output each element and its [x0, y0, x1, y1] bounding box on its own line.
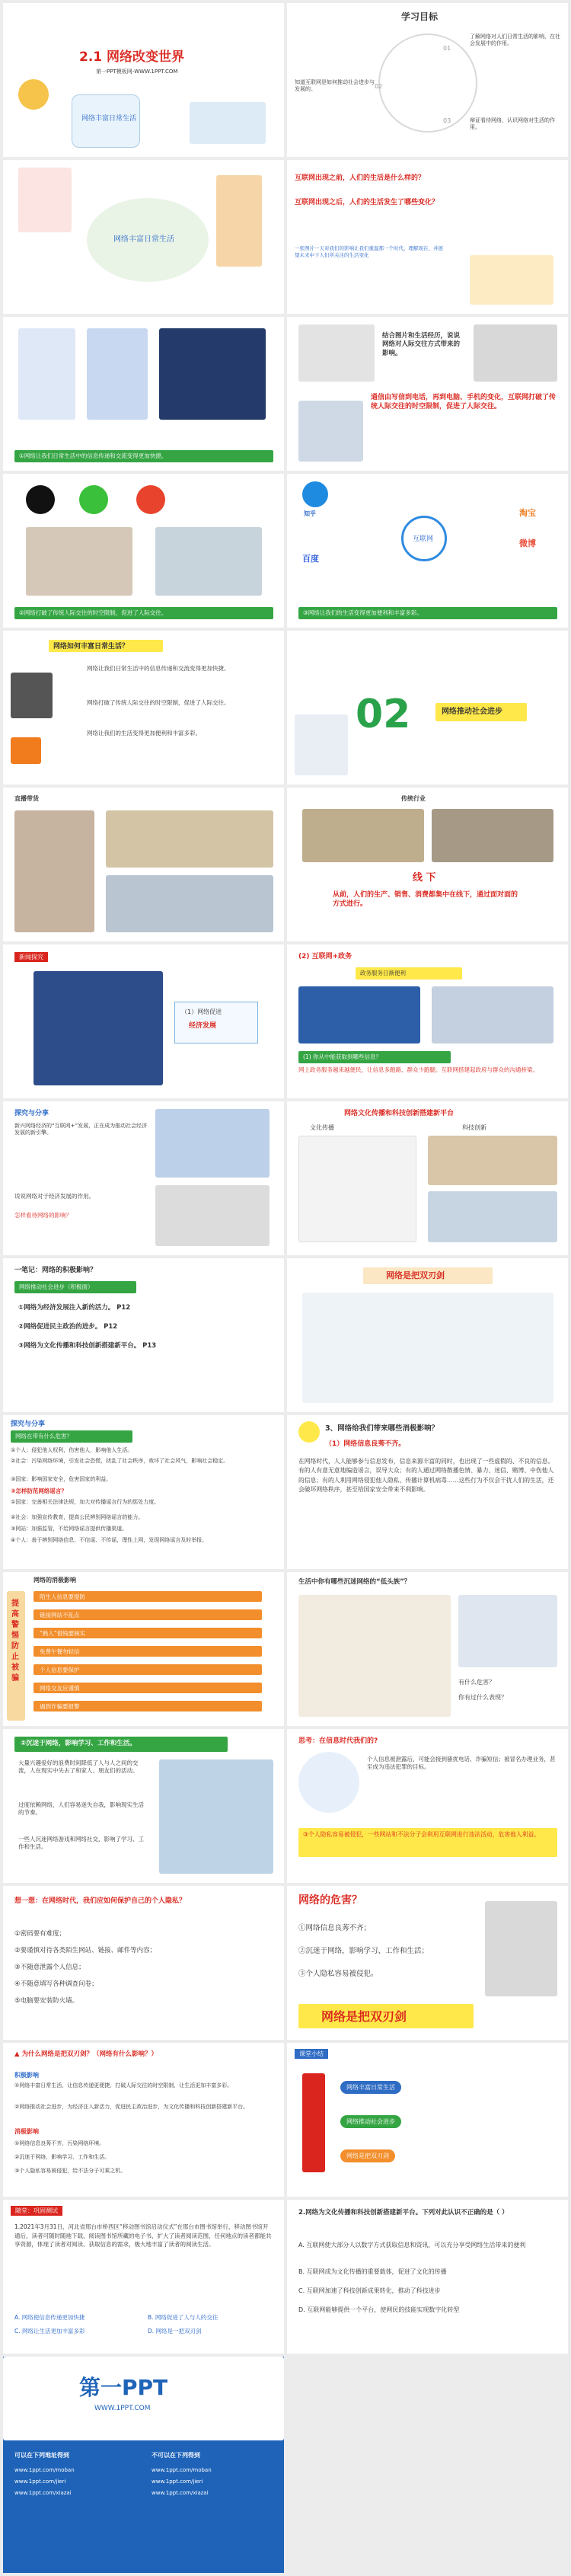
- notes-tag: 网络推动社会进步（积极面）: [14, 1281, 136, 1293]
- weibo-label: 微博: [519, 539, 536, 548]
- why-question: ▲ 为什么网络是把双刃剑？（网络有什么影响？）: [14, 2050, 158, 2058]
- market-photo: [432, 809, 553, 862]
- rumor-item: ③网站：加强监管，不给网络谣言提供传播渠道。: [11, 1526, 128, 1532]
- slide-29-quiz: [287, 2200, 568, 2354]
- letter-photo: [298, 324, 375, 382]
- cloud-bubble: [87, 198, 209, 282]
- slide-5-communication: [287, 317, 568, 471]
- ad-header: [3, 2357, 284, 2440]
- slide-28-quiz: [3, 2200, 284, 2354]
- egov-answer: 网上政务服务越来越便民，让信息多跑路、群众少跑腿。互联网搭建起政府与群众的沟通桥梁。: [298, 1066, 538, 1073]
- negatives-body: 在网络时代，人人能够参与信息发布，信息来源丰富的同时，也出现了一些虚假的、不良的信息。有的人有意无意地编造谣言，误导大众；有的人通过网络散播色情、暴力、迷信、赌博、中伤他人的信息；有的人利用网络侵犯他人隐私、传播计算机病毒……这些行为不仅会干扰人们的生活，还会破坏网络秩序，甚至给国家安全带来不利影响。: [298, 1458, 554, 1494]
- ad-logo: 第一PPT: [79, 2375, 168, 2400]
- slide-10-livestream: [3, 788, 284, 941]
- quiz-option-a[interactable]: A. 互联网使大部分人以数字方式获取信息和资讯，可以充分享受网络生活带来的便利: [298, 2242, 526, 2248]
- egov-heading: (2) 互联网+政务: [298, 953, 352, 960]
- negative-point: ②沉迷于网络，影响学习、工作和生活。: [14, 2154, 110, 2160]
- taobao-label: 淘宝: [519, 508, 536, 518]
- protect-item: ③不随意泄露个人信息；: [14, 1964, 85, 1971]
- summary-point-2: 网络打破了传统人际交往的时空限制，促进了人际交往。: [87, 699, 230, 706]
- explore-body: 新兴网络经济的“互联网+”发展，正在成为推动社会经济发展的新引擎。: [14, 1123, 148, 1136]
- cartoon-illustration: [302, 1293, 553, 1403]
- slide-7-hub: [287, 474, 568, 628]
- harms-title: 网络的危害？: [298, 1894, 362, 1906]
- goal-number-2: 02: [375, 83, 383, 90]
- wechat-icon: [79, 485, 108, 514]
- tech-photo: [428, 1191, 557, 1242]
- goal-number-3: 03: [443, 117, 451, 124]
- egov-app-image: [298, 986, 420, 1044]
- platform-title: 网络文化传播和科技创新搭建新平台: [344, 1110, 455, 1117]
- cartoon-illustration: [298, 1595, 451, 1717]
- phone-screenshot: [18, 328, 75, 420]
- news-image: [33, 971, 163, 1085]
- answer-text: 通信由写信到电话，再到电脑、手机的变化，互联网打破了传统人际交往的时空限制，促进了人际交往。: [371, 394, 557, 411]
- section-title: 网络推动社会进步: [442, 708, 502, 716]
- summary-point-1: 网络让我们日常生活中的信息传递和交流变得更加快捷。: [87, 665, 230, 672]
- slide-subtitle: 第一PPT模板网-WWW.1PPT.COM: [96, 69, 178, 75]
- culture-label: 文化传播: [310, 1124, 334, 1131]
- privacy-question: 思考：在信息时代我们的?: [298, 1737, 378, 1745]
- qq-icon: [26, 485, 55, 514]
- livestream-photo: [106, 875, 273, 932]
- summary-title: 网络如何丰富日常生活？: [49, 640, 163, 652]
- quiz-option-c[interactable]: C. 网络让生活更加丰富多彩: [14, 2328, 85, 2335]
- ad-column-2-title: 不可以在下列得到: [152, 2452, 200, 2459]
- summary-tag: 课堂小结: [295, 2049, 328, 2059]
- zhihu-label: 知乎: [304, 510, 316, 517]
- ad-column-1-title: 可以在下列地址得到: [14, 2452, 69, 2459]
- slide-4-apps: [3, 317, 284, 471]
- explore-title: 探究与分享: [14, 1110, 49, 1117]
- caption-bar: ③网络让我们的生活变得更加便利和丰富多彩。: [298, 607, 557, 619]
- computer-illustration: [11, 673, 53, 718]
- fraud-tip: 遇到诈骗要报警: [33, 1701, 262, 1711]
- bubble-question-1: 有什么危害？: [458, 1679, 495, 1686]
- slide-12-news: [3, 944, 284, 1098]
- slide-16-notes: [3, 1258, 284, 1412]
- harm-item: ①个人：侵犯他人权利，伤害他人，影响他人生活。: [11, 1447, 133, 1453]
- slide-11-traditional: [287, 788, 568, 941]
- children-illustration: [470, 255, 553, 305]
- weibo-icon: [136, 485, 165, 514]
- computer-photo: [298, 401, 363, 462]
- ad-link[interactable]: www.1ppt.com/moban: [152, 2467, 212, 2473]
- fraud-title: 网络的消极影响: [33, 1577, 76, 1584]
- quiz-option-d[interactable]: D. 互联网能够提供一个平台，使网民的技能实现数字化转型: [298, 2306, 460, 2313]
- livestream-label: 直播带货: [14, 795, 39, 802]
- conclusion-line-2: 经济发展: [189, 1022, 217, 1030]
- slide-title: 2.1 网络改变世界: [79, 50, 185, 65]
- livestream-photo: [14, 810, 94, 932]
- fraud-tip: 链接网站不乱点: [33, 1609, 262, 1620]
- protect-item: ④不随意填写各种调查问卷；: [14, 1980, 98, 1988]
- slide-17-double-edged: [287, 1258, 568, 1412]
- negative-label: 消极影响: [14, 2128, 39, 2135]
- slide-19-negatives: [287, 1415, 568, 1569]
- offline-heading: 线 下: [413, 872, 436, 884]
- friends-photo: [26, 527, 132, 596]
- harm-heading: 探究与分享: [11, 1421, 46, 1428]
- protect-item: ②要谨慎对待各类陌生网站、链接、邮件等内容；: [14, 1947, 157, 1954]
- explore-image: [155, 1109, 270, 1178]
- bookshelf-illustration: [18, 168, 72, 232]
- summary-point-3: 网络让我们的生活变得更加便利和丰富多彩。: [87, 730, 201, 737]
- note-text: 一张图片一天对我们的影响让我们重温那一个时代，理解现在，并展望未来中下人们所关注的生活变化: [295, 245, 443, 258]
- privacy-tip: ③个人隐私容易被侵犯，一些网站和不法分子会利用互联网进行违法活动，危害他人利益。: [298, 1828, 557, 1857]
- protect-question: 想一想：在网络时代，我们应如何保护自己的个人隐私？: [14, 1897, 187, 1905]
- slide-20-prevent-fraud: [3, 1572, 284, 1726]
- bike-photo: [428, 1136, 557, 1185]
- pencil-illustration: [216, 175, 262, 267]
- fraud-tip: 陌生人信息要提防: [33, 1591, 262, 1602]
- title-bar: [363, 1267, 493, 1284]
- explore-image: [155, 1185, 270, 1246]
- quiz-option-d[interactable]: D. 网络是一把双刃剑: [148, 2328, 202, 2335]
- slide-27-summary: [287, 2043, 568, 2197]
- slide-23-privacy: [287, 1729, 568, 1883]
- slide-25-harms-summary: [287, 1886, 568, 2040]
- decor-illustration: [295, 714, 348, 775]
- hub-label: 互联网: [413, 535, 434, 543]
- news-tag: 新闻探究: [14, 952, 48, 962]
- slide-24-protect-privacy: [3, 1886, 284, 2040]
- rumor-item: ④个人：善于辨别网络信息，不信谣、不传谣，理性上网，发现网络谣言及时举报。: [11, 1537, 208, 1543]
- quiz-option-a[interactable]: A. 网络使信息传递更加快捷: [14, 2314, 85, 2321]
- goals-title: 学习目标: [401, 11, 439, 22]
- rumor-item: ②社会：加强宣传教育，提高公民辨别网络谣言的能力。: [11, 1514, 144, 1520]
- goals-ring: [378, 34, 477, 133]
- harm-item: ②社会：污染网络环境，引发社会恐慌，扰乱了社会秩序，败坏了社会风气，影响社会稳定。: [11, 1458, 229, 1464]
- slide-14-explore: [3, 1101, 284, 1255]
- harm-summary-item: ②沉迷于网络，影响学习、工作和生活；: [298, 1947, 429, 1955]
- addiction-point: 过度依赖网络，人们容易迷失自我，影响现实生活的节奏。: [18, 1801, 144, 1817]
- cartoon-illustration: [458, 1595, 557, 1667]
- caption-bar: ②网络打破了传统人际交往的时空限制，促进了人际交往。: [14, 607, 273, 619]
- slide-22-addiction: [3, 1729, 284, 1883]
- mindmap-node: 网络丰富日常生活: [340, 2081, 401, 2094]
- addiction-heading-bar: [14, 1737, 228, 1752]
- slide-21-phone-addicts: [287, 1572, 568, 1726]
- lightbulb-icon: [298, 1421, 320, 1443]
- question-after: 互联网出现之后，人们的生活发生了哪些变化？: [295, 199, 439, 206]
- goal-number-1: 01: [443, 45, 451, 52]
- quiz-option-b[interactable]: B. 网络促进了人与人的交往: [148, 2314, 219, 2321]
- notes-item-1: ①网络为经济发展注入新的活力。 P12: [18, 1304, 131, 1312]
- fraud-tip: 网络交友应谨慎: [33, 1683, 262, 1693]
- slide-2-goals: [287, 3, 568, 157]
- banner-text: 网络是把双刃剑: [321, 2009, 407, 2024]
- mindmap-root: [302, 2073, 325, 2172]
- harm-summary-item: ①网络信息良莠不齐；: [298, 1924, 372, 1932]
- rumor-question: ③怎样防范网络谣言？: [11, 1488, 67, 1494]
- ad-link[interactable]: www.1ppt.com/xiazai: [152, 2490, 209, 2496]
- positive-label: 积极影响: [14, 2072, 39, 2079]
- tech-label: 科技创新: [462, 1124, 486, 1131]
- notes-item-2: ②网络促进民主政治的进步。 P12: [18, 1323, 118, 1331]
- quiz-option-c[interactable]: C. 互联网加速了科技创新成果转化，推动了科技进步: [298, 2287, 441, 2294]
- slide-13-egov: [287, 944, 568, 1098]
- app-collage: [159, 328, 266, 420]
- section-title-bar: [435, 703, 527, 721]
- slide-9-section: [287, 631, 568, 785]
- protect-item: ⑤电脑要安装防火墙。: [14, 1997, 79, 2005]
- caption-bar: ①网络让我们日常生活中的信息传递和交流变得更加快捷。: [14, 450, 273, 462]
- question-before: 互联网出现之前，人们的生活是什么样的？: [295, 174, 426, 182]
- vertical-text: 提高警惕防止被骗: [11, 1600, 19, 1683]
- mindmap-node: 网络推动社会进步: [340, 2115, 401, 2128]
- negative-point: ①网络信息良莠不齐，污染网络环境。: [14, 2140, 105, 2146]
- goal-text-2: 知道互联网是如何推动社会进步与发展的。: [295, 79, 375, 93]
- goal-text-3: 辩证看待网络，认识网络对生活的作用。: [470, 117, 555, 131]
- ad-link[interactable]: www.1ppt.com/jieri: [14, 2479, 66, 2485]
- explore-question-2: 怎样看待网络的影响？: [14, 1212, 72, 1219]
- livestream-photo: [106, 810, 273, 868]
- fraud-tip: 个人信息要保护: [33, 1664, 262, 1675]
- negatives-subheading: （1）网络信息良莠不齐。: [325, 1440, 406, 1448]
- privacy-illustration: [298, 1752, 359, 1813]
- conclusion-line-1: （1）网络促进: [181, 1008, 222, 1015]
- taobao-icon: [11, 737, 41, 764]
- harm-question: 网络在带有什么危害？: [11, 1430, 132, 1443]
- prompt-text: 结合图片和生活经历，说说网络对人际交往方式带来的影响。: [382, 332, 461, 357]
- baidu-label: 百度: [302, 554, 319, 564]
- ad-link[interactable]: www.1ppt.com/moban: [14, 2467, 75, 2473]
- stressed-person-illustration: [485, 1901, 557, 1996]
- addiction-point: 一些人沉迷网络游戏和网络社交，影响了学习、工作和生活。: [18, 1836, 144, 1851]
- vertical-banner: [7, 1591, 25, 1721]
- slide-18-harm: [3, 1415, 284, 1569]
- fraud-tip: 免费午餐勿轻信: [33, 1646, 262, 1657]
- ad-url[interactable]: WWW.1PPT.COM: [94, 2405, 151, 2412]
- slide-26-why-double-edged: [3, 2043, 284, 2197]
- egov-subtitle: 政务服务日渐便利: [356, 967, 462, 980]
- speech-bubble: [72, 94, 140, 148]
- fraud-tip: “熟人”借钱要核实: [33, 1628, 262, 1638]
- zhihu-icon: [302, 481, 328, 507]
- quiz-option-b[interactable]: B. 互联网成为文化传播的重要载体，促进了文化的传播: [298, 2268, 447, 2275]
- egov-question: (1) 你从中能获取到哪些信息？: [298, 1051, 451, 1063]
- slide-1-title: [3, 3, 284, 157]
- harm-item: ③国家：影响国家安全，危害国家的利益。: [11, 1476, 112, 1482]
- notes-item-3: ③网络为文化传播和科技创新搭建新平台。 P13: [18, 1342, 157, 1350]
- book-stack-icon: [18, 79, 49, 110]
- subway-photo: [159, 1759, 273, 1874]
- positive-point: ①网络丰富日常生活，让信息传递更便捷，打破人际交往的时空限制，让生活更加丰富多彩。: [14, 2082, 233, 2089]
- slide-15-platform: [287, 1101, 568, 1255]
- harm-summary-item: ③个人隐私容易被侵犯。: [298, 1970, 378, 1978]
- goal-text-1: 了解网络对人们日常生活的影响，在社会发展中的作用。: [470, 34, 560, 47]
- telephone-photo: [474, 324, 557, 382]
- explore-question-1: 说说网络对于经济发展的作用。: [14, 1193, 94, 1200]
- positive-point: ②网络推动社会进步，为经济注入新活力，促进民主政治进步，为文化传播和科技创新搭建新平台。: [14, 2104, 249, 2110]
- slide-6-social: [3, 474, 284, 628]
- ad-link[interactable]: www.1ppt.com/jieri: [152, 2479, 203, 2485]
- negative-point: ③个人隐私容易被侵犯，给不法分子可乘之机。: [14, 2168, 126, 2174]
- app-grid-image: [298, 1136, 416, 1242]
- cloud-text: 网络丰富日常生活: [113, 235, 174, 244]
- mindmap-node: 网络是把双刃剑: [340, 2149, 395, 2162]
- quiz-tag: 随堂：巩固测试: [11, 2206, 62, 2216]
- bubble-question-2: 你有过什么表现？: [458, 1694, 507, 1701]
- privacy-body: 个人信息被泄露后，可能会接到骚扰电话、诈骗短信；被冒名办理业务，甚至成为违法犯罪的目标。: [367, 1756, 556, 1771]
- ad-link[interactable]: www.1ppt.com/xiazai: [14, 2490, 72, 2496]
- hub-circle: [401, 516, 447, 561]
- addicts-title: 生活中你有哪些沉迷网络的“低头族”？: [298, 1578, 411, 1586]
- conclusion-box: [174, 1002, 258, 1044]
- bubble-text: 网络丰富日常生活: [81, 115, 137, 123]
- section-number: 02: [356, 692, 411, 737]
- rumor-item: ①国家：完善相关法律法规，加大对传播谣言行为的惩处力度。: [11, 1499, 160, 1505]
- notes-title: 一笔记：网络的积极影响？: [14, 1267, 97, 1274]
- egov-office-image: [432, 986, 553, 1044]
- slide-30-ad: [3, 2357, 284, 2573]
- shop-photo: [302, 809, 424, 862]
- phone-screenshot: [87, 328, 148, 420]
- family-photo: [155, 527, 262, 596]
- slide-8-summary: [3, 631, 284, 785]
- addiction-heading: ②沉迷于网络，影响学习、工作和生活。: [21, 1740, 136, 1747]
- banner-bar: [298, 2004, 474, 2028]
- offline-text: 从前，人们的生产、销售、消费都集中在线下，通过面对面的方式进行。: [333, 891, 518, 909]
- protect-item: ①密码要有难度；: [14, 1930, 66, 1938]
- addiction-point: 大量兴趣爱好的浪费时间降低了人与人之间的交流，人在现实中失去了和家人、朋友们的活动。: [18, 1759, 139, 1775]
- slide-3-questions: [287, 160, 568, 314]
- quiz-question: 1.2021年3月31日，河北省邢台市桥西区“移动图书馆启动仪式”在邢台市图书馆举行，移动图书馆开通后，读者可随时随地下载、阅读图书馆所藏的电子书，扩大了读者阅读范围，任何地点的读者都能共享资源，体现了读者对阅读、获取信息的需求，极大地丰富了读者的阅读生活。: [14, 2223, 272, 2248]
- glasses-illustration: [190, 102, 266, 144]
- slide-3-illustration: [3, 160, 284, 314]
- quiz-question: 2.网络为文化传播和科技创新搭建新平台。下列对此认识不正确的是（ ）: [298, 2209, 509, 2216]
- negatives-question: 3、网络给我们带来哪些消极影响？: [325, 1424, 439, 1433]
- traditional-label: 传统行业: [401, 795, 426, 802]
- double-edged-title: 网络是把双刃剑: [386, 1270, 445, 1280]
